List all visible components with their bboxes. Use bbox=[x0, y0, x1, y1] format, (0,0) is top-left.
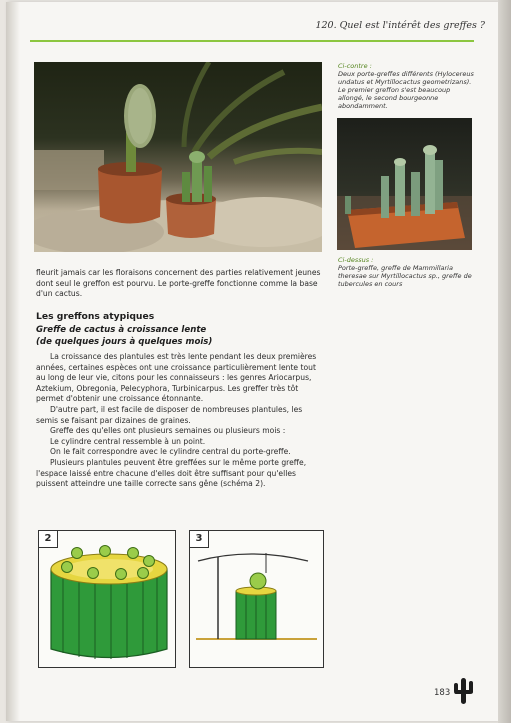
figure-number: 3 bbox=[190, 531, 209, 548]
paragraph: On le fait correspondre avec le cylindre central du porte-greffe. bbox=[50, 447, 291, 457]
paragraph: Le cylindre central ressemble à un point. bbox=[50, 436, 206, 446]
header-rule bbox=[30, 40, 474, 42]
photo-grafted-cacti bbox=[34, 62, 322, 252]
caption-right-top bbox=[338, 62, 474, 110]
page-edge bbox=[498, 0, 511, 723]
subtitle-line-2: (de quelques jours à quelques mois) bbox=[36, 336, 213, 347]
cactus-silhouette-icon bbox=[452, 676, 474, 706]
caption-text: Deux porte-greffes différents (Hylocereus undatus et Myrtillocactus geometrizans). Le premier greffon s'est beaucoup allongé, le second bourgeonne abondamment. bbox=[338, 70, 474, 110]
section-body bbox=[36, 352, 326, 490]
page-number: 183 bbox=[434, 688, 451, 698]
caption-label: Ci-dessus : bbox=[338, 256, 374, 264]
caption-label: Ci-contre : bbox=[338, 62, 372, 70]
caption-right-bottom bbox=[338, 256, 474, 288]
paragraph: D'autre part, il est facile de disposer de nombreuses plantules, les semis se faisant par dizaines de graines. bbox=[36, 404, 303, 425]
paragraph: La croissance des plantules est très lente pendant les deux premières années, certaines espèces ont une croissance particulièrement lente tout au long de leur vie, citons pour les connaisseurs : les genres Ariocarpus, Aztekium, Obregonia, Pelecyphora, Turbinicarpus. Les greffer très tôt permet d'obtenir une croissance étonnante. bbox=[36, 352, 317, 404]
section-subtitle bbox=[36, 325, 212, 348]
paragraph: Plusieurs plantules peuvent être greffées sur le même porte greffe, l'espace laissé entre chacune d'elles doit être suffisant pour qu'elles puissent atteindre une taille correcte sans gêne (schéma 2). bbox=[36, 457, 307, 489]
figure-3 bbox=[189, 530, 324, 668]
graft-with-weight-illustration bbox=[190, 531, 323, 667]
caption-text: Porte-greffe, greffe de Mammillaria theresae sur Myrtillocactus sp., greffe de tubercules en cours bbox=[338, 264, 472, 288]
section-title: Les greffons atypiques bbox=[36, 311, 155, 322]
figure-2 bbox=[38, 530, 176, 668]
figure-number: 2 bbox=[39, 531, 58, 548]
photo-rootstock-pot bbox=[337, 118, 472, 250]
rootstock-multiple-grafts-illustration bbox=[39, 531, 175, 667]
intro-text: fleurit jamais car les floraisons concernent des parties relativement jeunes dont seul le greffon est pourvu. Le porte-greffe fonctionne comme la base d'un cactus. bbox=[36, 268, 321, 299]
page-gutter bbox=[6, 2, 20, 721]
paragraph: Greffe des qu'elles ont plusieurs semaines ou plusieurs mois : bbox=[50, 426, 286, 436]
subtitle-line-1: Greffe de cactus à croissance lente bbox=[36, 325, 207, 335]
intro-paragraph bbox=[36, 268, 326, 300]
running-header: 120. Quel est l'intérêt des greffes ? bbox=[315, 20, 485, 31]
